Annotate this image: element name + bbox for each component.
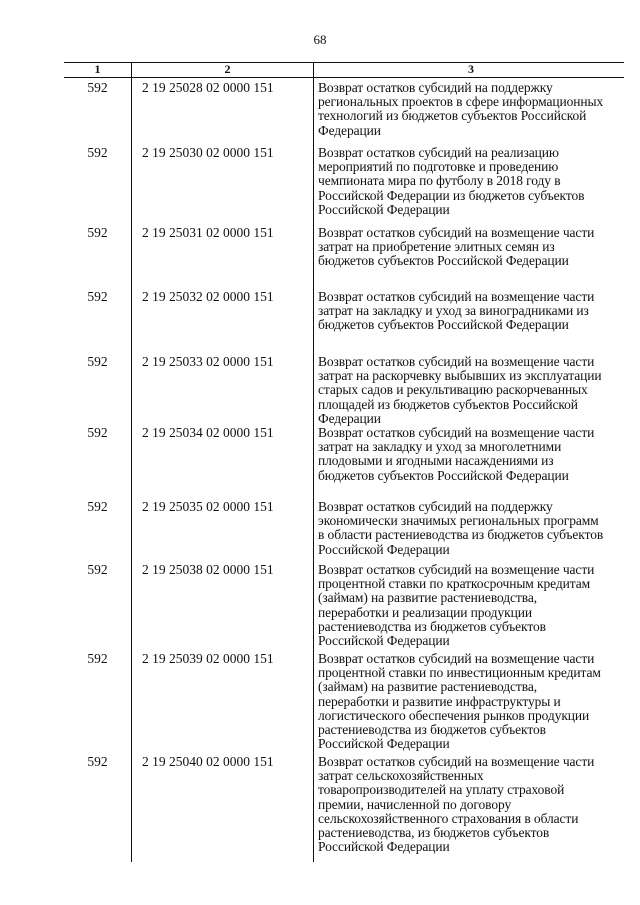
table-row: [64, 497, 624, 560]
row-admin-code: 592: [64, 143, 132, 223]
table-header: [64, 62, 624, 78]
table-row: [64, 78, 624, 143]
table-row: [64, 752, 624, 862]
table-row: [64, 423, 624, 497]
row-admin-code: 592: [64, 287, 132, 352]
row-description: Возврат остатков субсидий на возмещение части затрат на закладку и уход за виноградниками из бюджетов субъектов Российской Федерации: [318, 289, 595, 333]
table-row: [64, 287, 624, 352]
row-budget-code: 2 19 25032 02 0000 151: [132, 287, 314, 352]
table-row: [64, 223, 624, 287]
row-budget-code: 2 19 25035 02 0000 151: [132, 497, 314, 560]
table-row: [64, 143, 624, 223]
row-admin-code: 592: [64, 423, 132, 497]
row-admin-code: 592: [64, 497, 132, 560]
row-budget-code: 2 19 25033 02 0000 151: [132, 352, 314, 423]
row-description: Возврат остатков субсидий на возмещение части процентной ставки по краткосрочным кредитам (займам) на развитие растениеводства, переработки и реализации продукции растениеводства из бюджетов субъектов Российской Федерации: [318, 562, 595, 649]
row-budget-code: 2 19 25038 02 0000 151: [132, 560, 314, 649]
document-table: [64, 62, 624, 862]
row-budget-code: 2 19 25040 02 0000 151: [132, 752, 314, 862]
row-admin-code: 592: [64, 223, 132, 287]
row-admin-code: 592: [64, 649, 132, 752]
row-description: Возврат остатков субсидий на реализацию мероприятий по подготовке и проведению чемпионата мира по футболу в 2018 году в Российской Федерации из бюджетов субъектов Российской Федерации: [318, 145, 585, 217]
row-admin-code: 592: [64, 352, 132, 423]
row-admin-code: 592: [64, 752, 132, 862]
row-budget-code: 2 19 25039 02 0000 151: [132, 649, 314, 752]
row-description: Возврат остатков субсидий на возмещение части затрат сельскохозяйственных товаропроизводителей на уплату страховой премии, начисленной по договору сельскохозяйственного страхования в области растениеводства, из бюджетов субъектов Российской Федерации: [318, 754, 595, 855]
row-admin-code: 592: [64, 560, 132, 649]
table-row: [64, 560, 624, 649]
row-budget-code: 2 19 25031 02 0000 151: [132, 223, 314, 287]
row-budget-code: 2 19 25034 02 0000 151: [132, 423, 314, 497]
column-header-2: 2: [132, 63, 314, 77]
row-description: Возврат остатков субсидий на возмещение части затрат на приобретение элитных семян из бюджетов субъектов Российской Федерации: [318, 225, 595, 269]
page-number: 68: [313, 32, 327, 47]
column-header-3: 3: [468, 62, 474, 76]
table-row: [64, 352, 624, 426]
row-budget-code: 2 19 25030 02 0000 151: [132, 143, 314, 223]
row-budget-code: 2 19 25028 02 0000 151: [132, 78, 314, 143]
row-admin-code: 592: [64, 78, 132, 143]
row-description: Возврат остатков субсидий на возмещение части процентной ставки по инвестиционным кредитам (займам) на развитие растениеводства, переработки и развитие инфраструктуры и логистического обеспечения рынков продукции растениеводства из бюджетов субъектов Российской Федерации: [318, 651, 601, 752]
row-description: Возврат остатков субсидий на возмещение части затрат на закладку и уход за многолетними плодовыми и ягодными насаждениями из бюджетов субъектов Российской Федерации: [318, 425, 595, 483]
row-description: Возврат остатков субсидий на возмещение части затрат на раскорчевку выбывших из эксплуатации старых садов и рекультивацию раскорчеванных площадей из бюджетов субъектов Российской Федерации: [318, 354, 602, 426]
row-description: Возврат остатков субсидий на поддержку региональных проектов в сфере информационных технологий из бюджетов субъектов Российской Федерации: [318, 80, 604, 138]
table-row: [64, 649, 624, 752]
column-header-1: 1: [64, 63, 132, 77]
row-description: Возврат остатков субсидий на поддержку экономически значимых региональных программ в области растениеводства из бюджетов субъектов Российской Федерации: [318, 499, 604, 557]
